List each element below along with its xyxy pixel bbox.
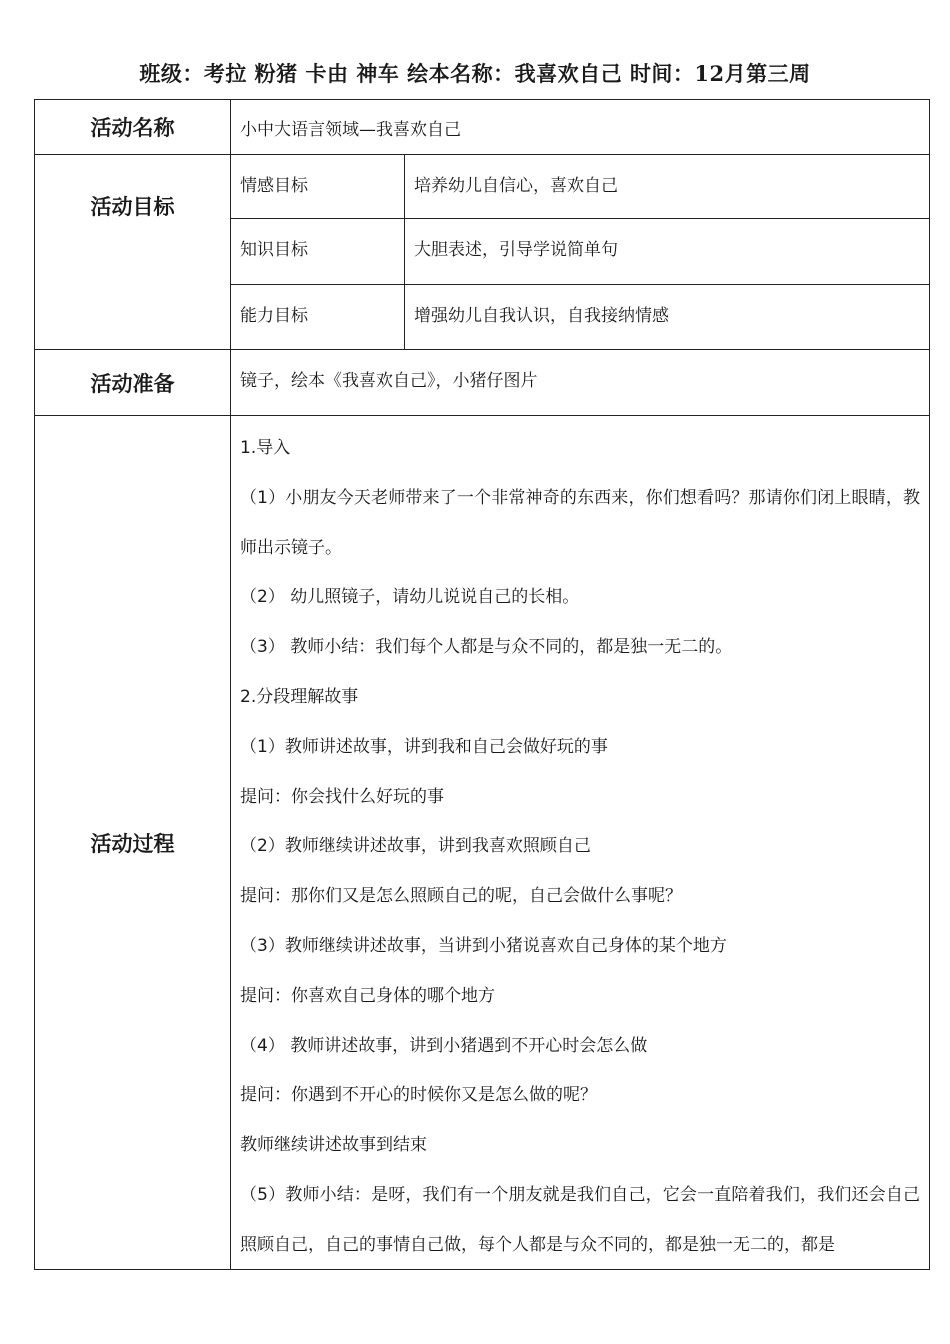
process-step: （3） 教师小结：我们每个人都是与众不同的，都是独一无二的。 [240,637,733,658]
process-step: 教师继续讲述故事到结束 [240,1135,427,1156]
process-step: （4） 教师讲述故事，讲到小猪遇到不开心时会怎么做 [240,1035,648,1056]
process-step: （1）教师讲述故事，讲到我和自己会做好玩的事 [240,736,608,757]
process-label: 活动过程 [35,416,231,1270]
lesson-plan-table [34,99,930,1270]
process-step: 提问：那你们又是怎么照顾自己的呢，自己会做什么事呢？ [240,886,682,907]
process-step: （3）教师继续讲述故事，当讲到小猪说喜欢自己身体的某个地方 [240,935,727,956]
preparation-label: 活动准备 [35,350,231,416]
process-step: （5）教师小结：是呀，我们有一个朋友就是我们自己，它会一直陪着我们，我们还会自己照顾自己，自己的事情自己做，每个人都是与众不同的，都是独一无二的，都是 [240,1184,920,1255]
process-step: 提问：你喜欢自己身体的哪个地方 [240,985,495,1006]
goal-type: 能力目标 [231,285,405,350]
goals-label: 活动目标 [35,155,231,350]
process-content [231,416,930,1270]
goal-desc: 大胆表述，引导学说简单句 [405,219,930,285]
process-step: 2.分段理解故事 [240,686,359,707]
process-step: （2） 幼儿照镜子，请幼儿说说自己的长相。 [240,587,580,608]
goal-desc: 培养幼儿自信心，喜欢自己 [405,155,930,219]
goal-desc: 增强幼儿自我认识，自我接纳情感 [405,285,930,350]
goal-type: 知识目标 [231,219,405,285]
process-step: （2）教师继续讲述故事，讲到我喜欢照顾自己 [240,836,591,857]
process-step: 提问：你会找什么好玩的事 [240,786,444,807]
row-process [35,416,930,1270]
activity-name-label: 活动名称 [35,100,231,155]
process-step: 提问：你遇到不开心的时候你又是怎么做的呢？ [240,1085,597,1106]
goal-type: 情感目标 [231,155,405,219]
process-step: 1.导入 [240,438,291,458]
row-goal-emotion [35,155,930,219]
page-title: 班级：考拉 粉猪 卡由 神车 绘本名称：我喜欢自己 时间：12月第三周 [139,61,811,86]
preparation-value: 镜子，绘本《我喜欢自己》，小猪仔图片 [231,350,930,416]
row-preparation [35,350,930,416]
row-activity-name [35,100,930,155]
process-step: （1）小朋友今天老师带来了一个非常神奇的东西来，你们想看吗？那请你们闭上眼睛，教师出示镜子。 [240,487,920,558]
activity-name-value: 小中大语言领域—我喜欢自己 [231,100,930,155]
